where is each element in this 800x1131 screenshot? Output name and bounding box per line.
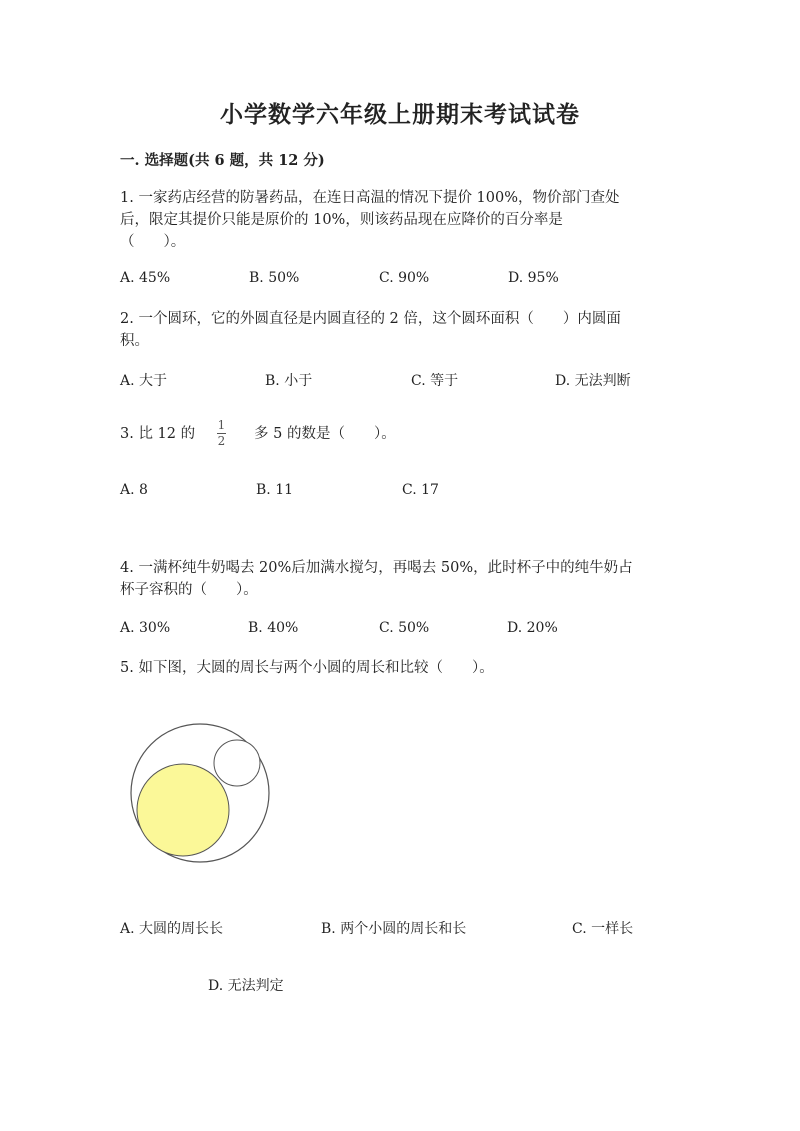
question-1 [120,187,620,253]
question-4-line: 杯子容积的（ ）。 [120,582,258,598]
q5-option-d: D. 无法判定 [208,978,284,994]
q1-option-b: B. 50% [249,270,300,286]
q3-option-c: C. 17 [402,482,439,498]
question-2-line: 积。 [120,333,149,349]
small-circle-filled [137,764,229,856]
q1-option-a: A. 45% [120,270,171,286]
q5-option-b: B. 两个小圆的周长和长 [321,921,467,937]
question-1-line: （ ）。 [120,234,186,250]
q2-option-d: D. 无法判断 [555,373,631,389]
question-3-before: 3. 比 12 的 [120,426,196,442]
q2-option-b: B. 小于 [265,373,313,389]
question-5: 5. 如下图，大圆的周长与两个小圆的周长和比较（ ）。 [120,660,494,676]
q3-option-b: B. 11 [256,482,294,498]
question-2-line: 2. 一个圆环，它的外圆直径是内圆直径的 2 倍，这个圆环面积（ ）内圆面 [120,311,621,327]
q4-option-c: C. 50% [379,620,430,636]
fraction-denominator: 2 [217,434,226,448]
question-4-line: 4. 一满杯纯牛奶喝去 20%后加满水搅匀，再喝去 50%，此时杯子中的纯牛奶占 [120,560,633,576]
q1-option-d: D. 95% [508,270,559,286]
q1-option-c: C. 90% [379,270,430,286]
q4-option-b: B. 40% [248,620,299,636]
q2-option-c: C. 等于 [411,373,459,389]
question-1-line: 1. 一家药店经营的防暑药品，在连日高温的情况下提价 100%，物价部门查处 [120,190,620,206]
question-2 [120,308,621,352]
page-title: 小学数学六年级上册期末考试试卷 [220,101,580,128]
question-1-line: 后，限定其提价只能是原价的 10%，则该药品现在应降价的百分率是 [120,212,563,228]
q3-option-a: A. 8 [120,482,148,498]
circles-figure [120,720,290,870]
q2-option-a: A. 大于 [120,373,168,389]
fraction-numerator: 1 [217,418,226,432]
section-heading: 一. 选择题(共 6 题，共 12 分) [120,152,325,169]
question-4 [120,557,633,601]
small-circle-white [214,740,260,786]
q4-option-d: D. 20% [507,620,558,636]
fraction-one-half [217,419,226,448]
q4-option-a: A. 30% [120,620,171,636]
question-3-after: 多 5 的数是（ ）。 [254,426,396,442]
q5-option-a: A. 大圆的周长长 [120,921,224,937]
q5-option-c: C. 一样长 [572,921,634,937]
